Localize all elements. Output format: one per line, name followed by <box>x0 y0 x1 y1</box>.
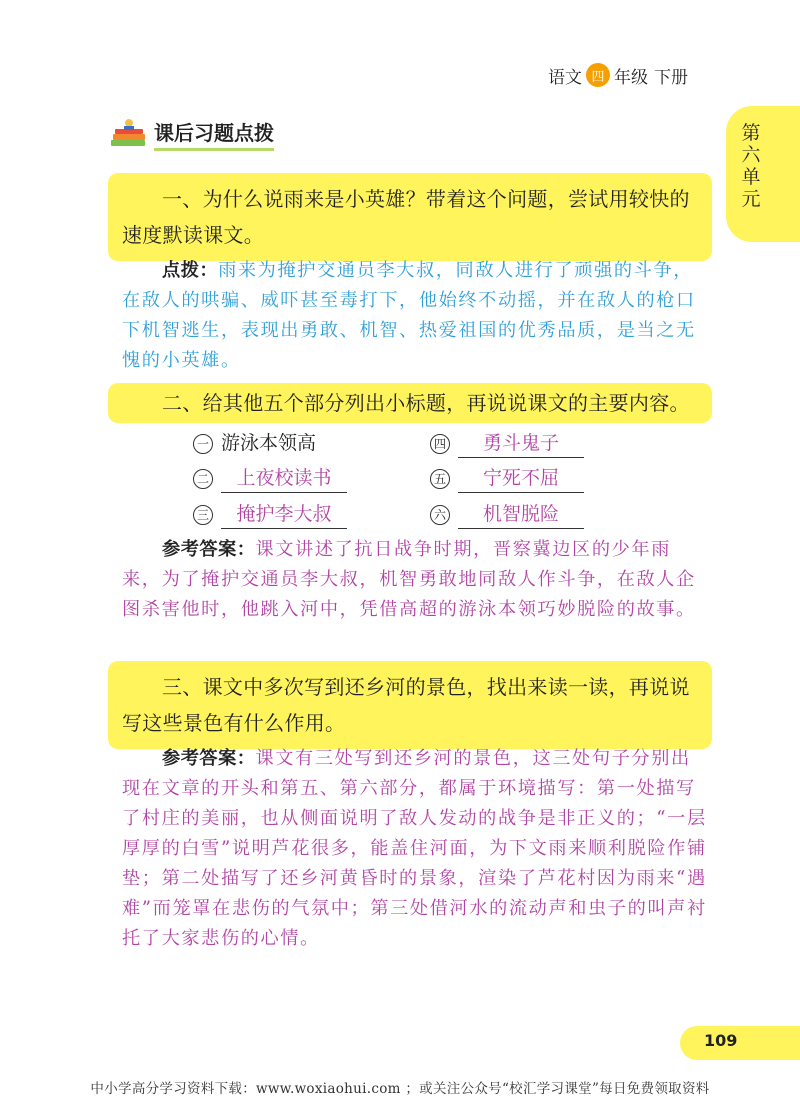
answer-2-text: 课文讲述了抗日战争时期，晋察冀边区的少年雨来，为了掩护交通员李大叔，机智勇敢地同敌人作斗争，在敌人企图杀害他时，他跳入河中，凭借高超的游泳本领巧妙脱险的故事。 <box>122 539 696 620</box>
page-number: 109 <box>704 1031 738 1050</box>
subtitle-4 <box>430 428 584 458</box>
subtitle-4-text: 勇斗鬼子 <box>458 428 584 458</box>
subtitle-5 <box>430 463 584 493</box>
answer-3-label: 参考答案： <box>162 748 256 769</box>
unit-tab-label: 第六单元 <box>741 122 761 210</box>
answer-2-label: 参考答案： <box>162 539 256 560</box>
subtitle-2 <box>193 463 347 493</box>
answer-1-text: 雨来为掩护交通员李大叔，同敌人进行了顽强的斗争，在敌人的哄骗、威吓甚至毒打下，他始终不动摇，并在敌人的枪口下机智逃生，表现出勇敢、机智、热爱祖国的优秀品质，是当之无愧的小英雄。 <box>122 260 696 371</box>
header-volume: 下册 <box>654 67 688 88</box>
question-2 <box>108 383 712 423</box>
question-2-text: 二、给其他五个部分列出小标题，再说说课文的主要内容。 <box>162 391 690 415</box>
subtitle-3-text: 掩护李大叔 <box>221 499 347 529</box>
subtitle-2-text: 上夜校读书 <box>221 463 347 493</box>
question-1-text: 一、为什么说雨来是小英雄？带着这个问题，尝试用较快的速度默读课文。 <box>122 187 690 247</box>
subtitle-6 <box>430 499 584 529</box>
page-number-tab <box>680 1026 800 1060</box>
subtitle-6-text: 机智脱险 <box>458 499 584 529</box>
unit-tab <box>726 106 800 242</box>
answer-1 <box>122 256 708 376</box>
subtitle-3-number: 三 <box>193 505 213 525</box>
subtitle-4-number: 四 <box>430 434 450 454</box>
question-3 <box>108 661 712 749</box>
footer-note: 中小学高分学习资料下载：www.woxiaohui.com ；或关注公众号“校汇学习课堂”每日免费领取资料 <box>90 1081 710 1097</box>
header-grade: 年级 <box>614 67 648 88</box>
answer-1-label: 点拨： <box>162 260 219 281</box>
section-heading <box>110 116 274 152</box>
subtitle-5-number: 五 <box>430 469 450 489</box>
section-title: 课后习题点拨 <box>154 117 274 151</box>
reading-books-icon <box>110 118 148 150</box>
subtitle-1-text: 游泳本领高 <box>221 432 317 454</box>
header-subject: 语文 <box>548 67 582 88</box>
question-1 <box>108 173 712 261</box>
answer-2 <box>122 535 708 625</box>
answer-3 <box>122 744 708 954</box>
subtitle-6-number: 六 <box>430 505 450 525</box>
subtitle-1 <box>193 428 316 458</box>
subtitle-1-number: 一 <box>193 434 213 454</box>
page-header <box>548 62 688 88</box>
subtitle-3 <box>193 499 347 529</box>
subtitle-2-number: 二 <box>193 469 213 489</box>
subtitle-5-text: 宁死不屈 <box>458 463 584 493</box>
answer-3-text: 课文有三处写到还乡河的景色，这三处句子分别出现在文章的开头和第五、第六部分，都属于环境描写：第一处描写了村庄的美丽，也从侧面说明了敌人发动的战争是非正义的；“一层厚厚的白雪”说明芦花很多，能盖住河面，为下文雨来顺利脱险作铺垫；第二处描写了还乡河黄昏时的景象，渲染了芦花村因为雨来“遇难”而笼罩在悲伤的气氛中；第三处借河水的流动声和虫子的叫声衬托了大家悲伤的心情。 <box>122 748 707 949</box>
grade-badge: 四 <box>586 63 610 87</box>
question-3-text: 三、课文中多次写到还乡河的景色，找出来读一读，再说说写这些景色有什么作用。 <box>122 675 690 735</box>
